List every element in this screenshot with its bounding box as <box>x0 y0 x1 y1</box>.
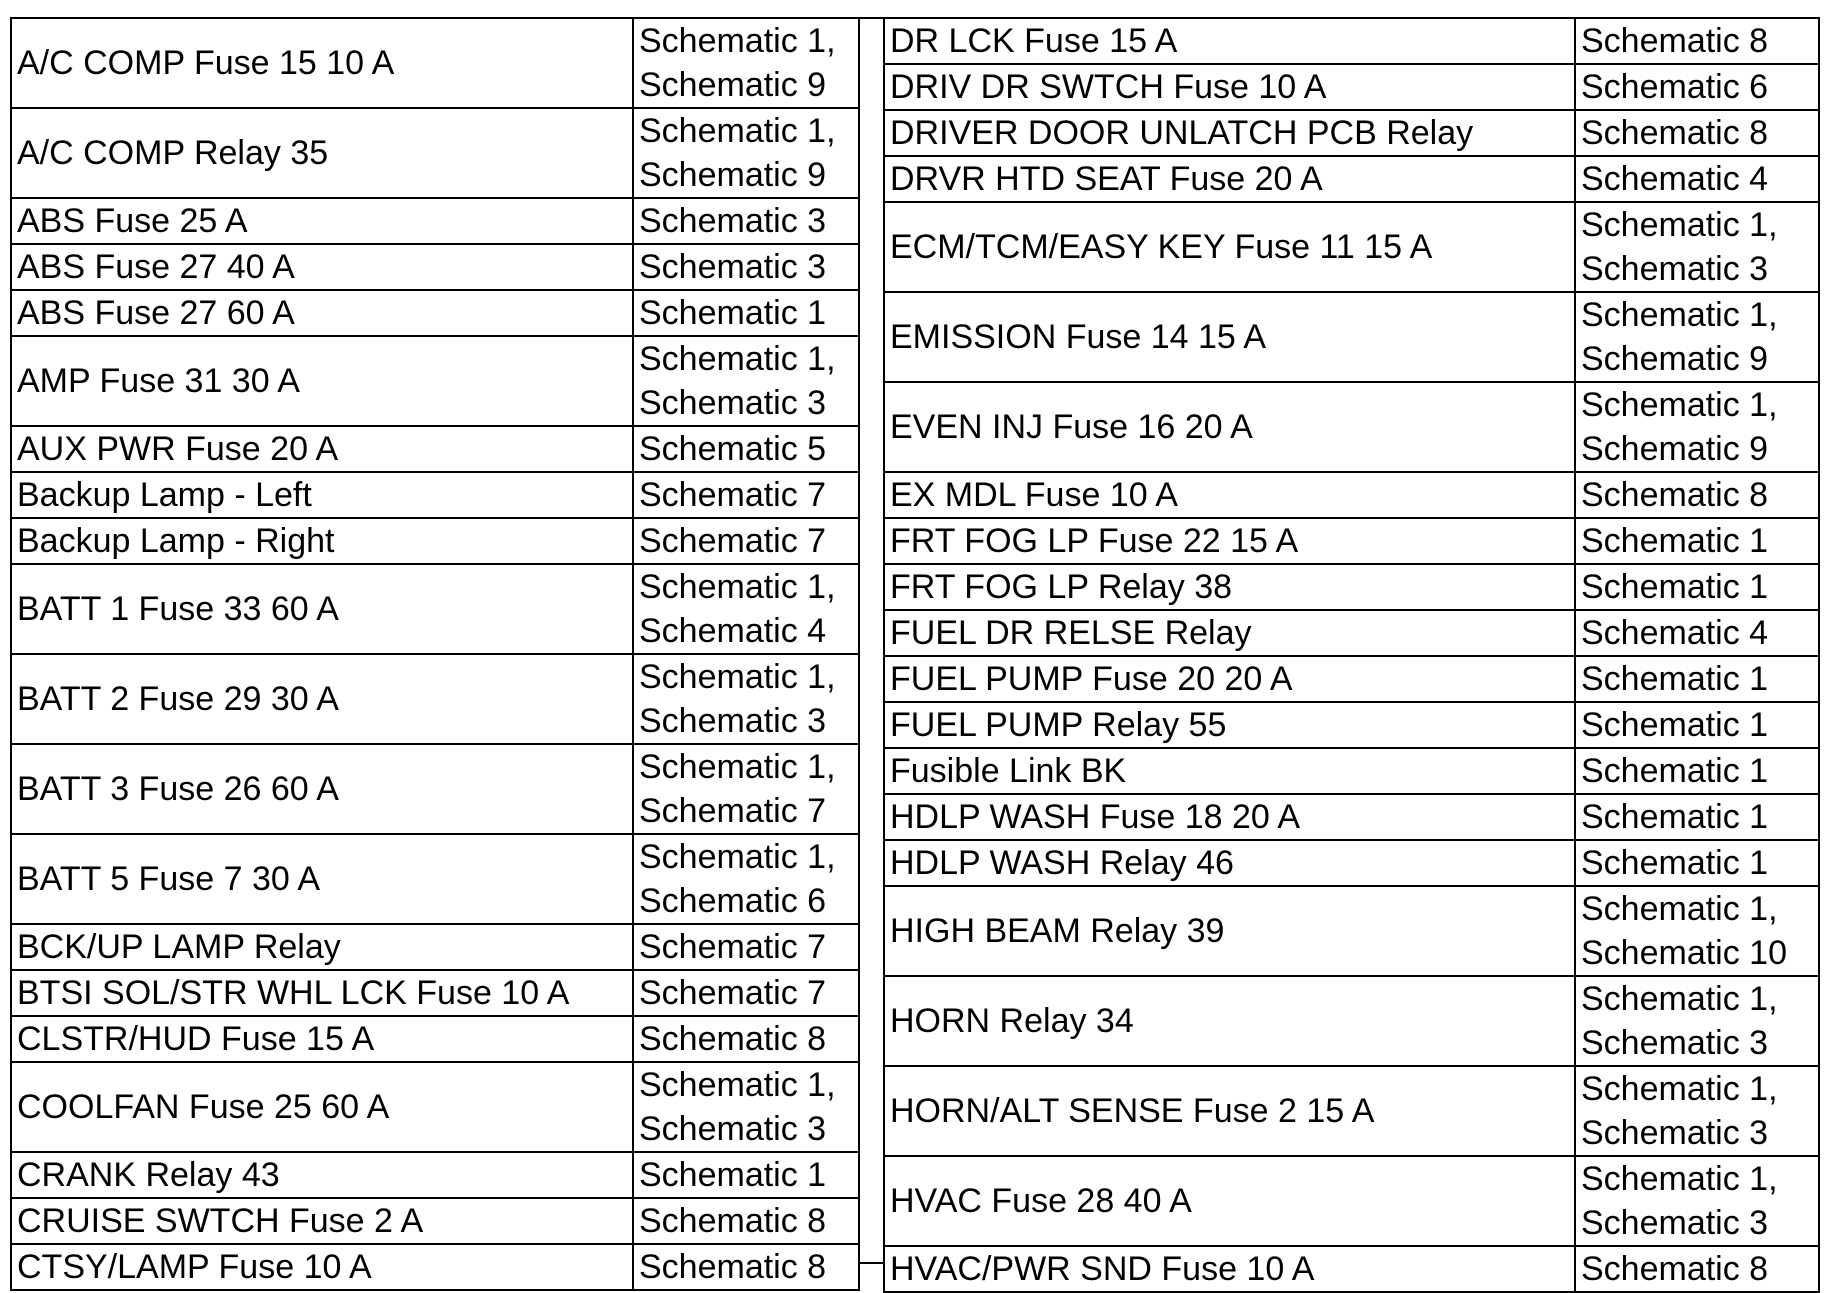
schematic-ref: Schematic 1, <box>1581 1160 1778 1198</box>
component-name: DRIV DR SWTCH Fuse 10 A <box>884 64 1575 110</box>
table-row <box>884 18 1819 64</box>
component-name: AUX PWR Fuse 20 A <box>11 426 633 472</box>
schematic-refs <box>1575 202 1819 292</box>
component-name: ABS Fuse 27 40 A <box>11 244 633 290</box>
component-name: A/C COMP Fuse 15 10 A <box>11 18 633 108</box>
component-name: HORN/ALT SENSE Fuse 2 15 A <box>884 1066 1575 1156</box>
schematic-ref: Schematic 1, <box>639 748 836 786</box>
schematic-refs <box>633 198 859 244</box>
schematic-refs <box>1575 292 1819 382</box>
schematic-ref: Schematic 7 <box>639 792 827 830</box>
schematic-refs <box>633 924 859 970</box>
schematic-ref: Schematic 8 <box>1581 476 1769 514</box>
component-name: ABS Fuse 27 60 A <box>11 290 633 336</box>
schematic-ref: Schematic 1 <box>1581 522 1769 560</box>
schematic-ref: Schematic 8 <box>1581 114 1769 152</box>
component-name: ABS Fuse 25 A <box>11 198 633 244</box>
component-name: HORN Relay 34 <box>884 976 1575 1066</box>
schematic-ref: Schematic 3 <box>1581 250 1769 288</box>
schematic-ref: Schematic 9 <box>1581 430 1769 468</box>
schematic-ref: Schematic 6 <box>1581 68 1769 106</box>
schematic-refs <box>633 336 859 426</box>
table-row <box>884 64 1819 110</box>
table-row <box>11 1016 859 1062</box>
schematic-ref: Schematic 3 <box>639 384 827 422</box>
schematic-refs <box>1575 64 1819 110</box>
schematic-refs <box>633 654 859 744</box>
schematic-refs <box>1575 840 1819 886</box>
schematic-ref: Schematic 1, <box>1581 890 1778 928</box>
schematic-refs <box>1575 1156 1819 1246</box>
schematic-ref: Schematic 1, <box>639 1066 836 1104</box>
table-row <box>884 748 1819 794</box>
table-row <box>884 382 1819 472</box>
component-name: AMP Fuse 31 30 A <box>11 336 633 426</box>
schematic-ref: Schematic 1, <box>1581 206 1778 244</box>
schematic-refs <box>1575 156 1819 202</box>
component-name: FUEL PUMP Fuse 20 20 A <box>884 656 1575 702</box>
schematic-ref: Schematic 10 <box>1581 934 1787 972</box>
schematic-ref: Schematic 4 <box>639 612 827 650</box>
table-row <box>11 1062 859 1152</box>
component-name: DRIVER DOOR UNLATCH PCB Relay <box>884 110 1575 156</box>
table-row <box>11 426 859 472</box>
schematic-ref: Schematic 1 <box>639 1156 827 1194</box>
component-name: ECM/TCM/EASY KEY Fuse 11 15 A <box>884 202 1575 292</box>
schematic-ref: Schematic 8 <box>1581 22 1769 60</box>
schematic-ref: Schematic 3 <box>639 702 827 740</box>
schematic-refs <box>633 1062 859 1152</box>
component-table-right <box>883 17 1820 1293</box>
schematic-refs <box>1575 382 1819 472</box>
schematic-ref: Schematic 1 <box>1581 752 1769 790</box>
schematic-ref: Schematic 8 <box>639 1248 827 1286</box>
schematic-ref: Schematic 3 <box>639 248 827 286</box>
schematic-ref: Schematic 1 <box>1581 844 1769 882</box>
component-name: BATT 5 Fuse 7 30 A <box>11 834 633 924</box>
schematic-refs <box>1575 794 1819 840</box>
component-name: CRUISE SWTCH Fuse 2 A <box>11 1198 633 1244</box>
component-name: DR LCK Fuse 15 A <box>884 18 1575 64</box>
schematic-refs <box>1575 110 1819 156</box>
table-row <box>11 1198 859 1244</box>
schematic-refs <box>633 834 859 924</box>
component-name: Backup Lamp - Right <box>11 518 633 564</box>
schematic-ref: Schematic 1, <box>639 340 836 378</box>
schematic-refs <box>633 18 859 108</box>
table-row <box>11 518 859 564</box>
schematic-ref: Schematic 9 <box>1581 340 1769 378</box>
component-name: FUEL PUMP Relay 55 <box>884 702 1575 748</box>
component-name: Backup Lamp - Left <box>11 472 633 518</box>
schematic-refs <box>633 744 859 834</box>
schematic-refs <box>633 108 859 198</box>
component-name: BCK/UP LAMP Relay <box>11 924 633 970</box>
schematic-refs <box>1575 702 1819 748</box>
component-name: EMISSION Fuse 14 15 A <box>884 292 1575 382</box>
table-body-left <box>11 18 859 1290</box>
schematic-ref: Schematic 1 <box>1581 568 1769 606</box>
schematic-ref: Schematic 5 <box>639 430 827 468</box>
table-row <box>11 834 859 924</box>
schematic-refs <box>633 426 859 472</box>
schematic-ref: Schematic 1 <box>1581 798 1769 836</box>
table-row <box>884 156 1819 202</box>
table-row <box>884 976 1819 1066</box>
schematic-ref: Schematic 9 <box>639 66 827 104</box>
table-row <box>11 564 859 654</box>
component-name: CTSY/LAMP Fuse 10 A <box>11 1244 633 1290</box>
schematic-ref: Schematic 3 <box>1581 1024 1769 1062</box>
schematic-ref: Schematic 1, <box>1581 1070 1778 1108</box>
component-name: HVAC Fuse 28 40 A <box>884 1156 1575 1246</box>
table-row <box>11 1244 859 1290</box>
schematic-ref: Schematic 7 <box>639 476 827 514</box>
table-row <box>11 336 859 426</box>
schematic-refs <box>1575 18 1819 64</box>
table-row <box>11 744 859 834</box>
component-name: EVEN INJ Fuse 16 20 A <box>884 382 1575 472</box>
table-row <box>884 518 1819 564</box>
schematic-refs <box>633 518 859 564</box>
schematic-ref: Schematic 1, <box>639 112 836 150</box>
schematic-refs <box>1575 472 1819 518</box>
component-name: A/C COMP Relay 35 <box>11 108 633 198</box>
schematic-ref: Schematic 6 <box>639 882 827 920</box>
component-name: BATT 3 Fuse 26 60 A <box>11 744 633 834</box>
schematic-ref: Schematic 3 <box>639 202 827 240</box>
table-row <box>11 472 859 518</box>
table-row <box>884 1246 1819 1292</box>
table-body-right <box>884 18 1819 1292</box>
schematic-ref: Schematic 1, <box>1581 980 1778 1018</box>
component-name: BTSI SOL/STR WHL LCK Fuse 10 A <box>11 970 633 1016</box>
table-row <box>884 702 1819 748</box>
component-name: HVAC/PWR SND Fuse 10 A <box>884 1246 1575 1292</box>
schematic-ref: Schematic 1, <box>1581 296 1778 334</box>
table-row <box>11 108 859 198</box>
component-name: HIGH BEAM Relay 39 <box>884 886 1575 976</box>
schematic-refs <box>1575 1066 1819 1156</box>
table-row <box>884 794 1819 840</box>
table-row <box>11 244 859 290</box>
component-name: HDLP WASH Relay 46 <box>884 840 1575 886</box>
table-row <box>884 610 1819 656</box>
schematic-refs <box>633 1244 859 1290</box>
table-row <box>884 1156 1819 1246</box>
table-row <box>884 110 1819 156</box>
table-row <box>11 924 859 970</box>
table-row <box>884 886 1819 976</box>
component-name: BATT 2 Fuse 29 30 A <box>11 654 633 744</box>
table-row <box>884 1066 1819 1156</box>
table-row <box>11 198 859 244</box>
component-name: CLSTR/HUD Fuse 15 A <box>11 1016 633 1062</box>
schematic-refs <box>1575 610 1819 656</box>
table-row <box>11 654 859 744</box>
schematic-refs <box>633 1016 859 1062</box>
schematic-refs <box>633 1152 859 1198</box>
table-row <box>884 656 1819 702</box>
schematic-refs <box>1575 976 1819 1066</box>
schematic-ref: Schematic 3 <box>639 1110 827 1148</box>
schematic-ref: Schematic 8 <box>639 1202 827 1240</box>
schematic-refs <box>633 290 859 336</box>
component-name: FRT FOG LP Fuse 22 15 A <box>884 518 1575 564</box>
component-name: FUEL DR RELSE Relay <box>884 610 1575 656</box>
table-row <box>884 564 1819 610</box>
component-name: BATT 1 Fuse 33 60 A <box>11 564 633 654</box>
component-table-left <box>10 17 860 1291</box>
schematic-ref: Schematic 7 <box>639 928 827 966</box>
schematic-ref: Schematic 4 <box>1581 614 1769 652</box>
table-row <box>11 1152 859 1198</box>
schematic-refs <box>1575 1246 1819 1292</box>
schematic-refs <box>633 564 859 654</box>
schematic-ref: Schematic 1 <box>1581 660 1769 698</box>
component-name: FRT FOG LP Relay 38 <box>884 564 1575 610</box>
schematic-refs <box>1575 656 1819 702</box>
schematic-ref: Schematic 1, <box>639 838 836 876</box>
schematic-refs <box>633 1198 859 1244</box>
component-name: Fusible Link BK <box>884 748 1575 794</box>
table-row <box>11 970 859 1016</box>
schematic-refs <box>1575 518 1819 564</box>
schematic-refs <box>633 472 859 518</box>
component-name: CRANK Relay 43 <box>11 1152 633 1198</box>
schematic-ref: Schematic 7 <box>639 522 827 560</box>
schematic-refs <box>1575 886 1819 976</box>
table-row <box>884 202 1819 292</box>
schematic-ref: Schematic 8 <box>1581 1250 1769 1288</box>
schematic-ref: Schematic 1, <box>639 658 836 696</box>
schematic-refs <box>1575 564 1819 610</box>
schematic-ref: Schematic 3 <box>1581 1114 1769 1152</box>
schematic-ref: Schematic 1 <box>639 294 827 332</box>
schematic-ref: Schematic 1, <box>639 568 836 606</box>
schematic-ref: Schematic 1, <box>639 22 836 60</box>
schematic-refs <box>1575 748 1819 794</box>
schematic-ref: Schematic 1, <box>1581 386 1778 424</box>
schematic-ref: Schematic 1 <box>1581 706 1769 744</box>
schematic-ref: Schematic 9 <box>639 156 827 194</box>
schematic-ref: Schematic 8 <box>639 1020 827 1058</box>
table-row <box>884 292 1819 382</box>
column-gutter <box>858 17 883 1264</box>
component-name: COOLFAN Fuse 25 60 A <box>11 1062 633 1152</box>
component-name: HDLP WASH Fuse 18 20 A <box>884 794 1575 840</box>
schematic-refs <box>633 244 859 290</box>
table-row <box>884 840 1819 886</box>
table-row <box>11 18 859 108</box>
schematic-ref: Schematic 7 <box>639 974 827 1012</box>
component-name: EX MDL Fuse 10 A <box>884 472 1575 518</box>
schematic-ref: Schematic 4 <box>1581 160 1769 198</box>
component-name: DRVR HTD SEAT Fuse 20 A <box>884 156 1575 202</box>
table-row <box>11 290 859 336</box>
table-row <box>884 472 1819 518</box>
schematic-ref: Schematic 3 <box>1581 1204 1769 1242</box>
schematic-refs <box>633 970 859 1016</box>
